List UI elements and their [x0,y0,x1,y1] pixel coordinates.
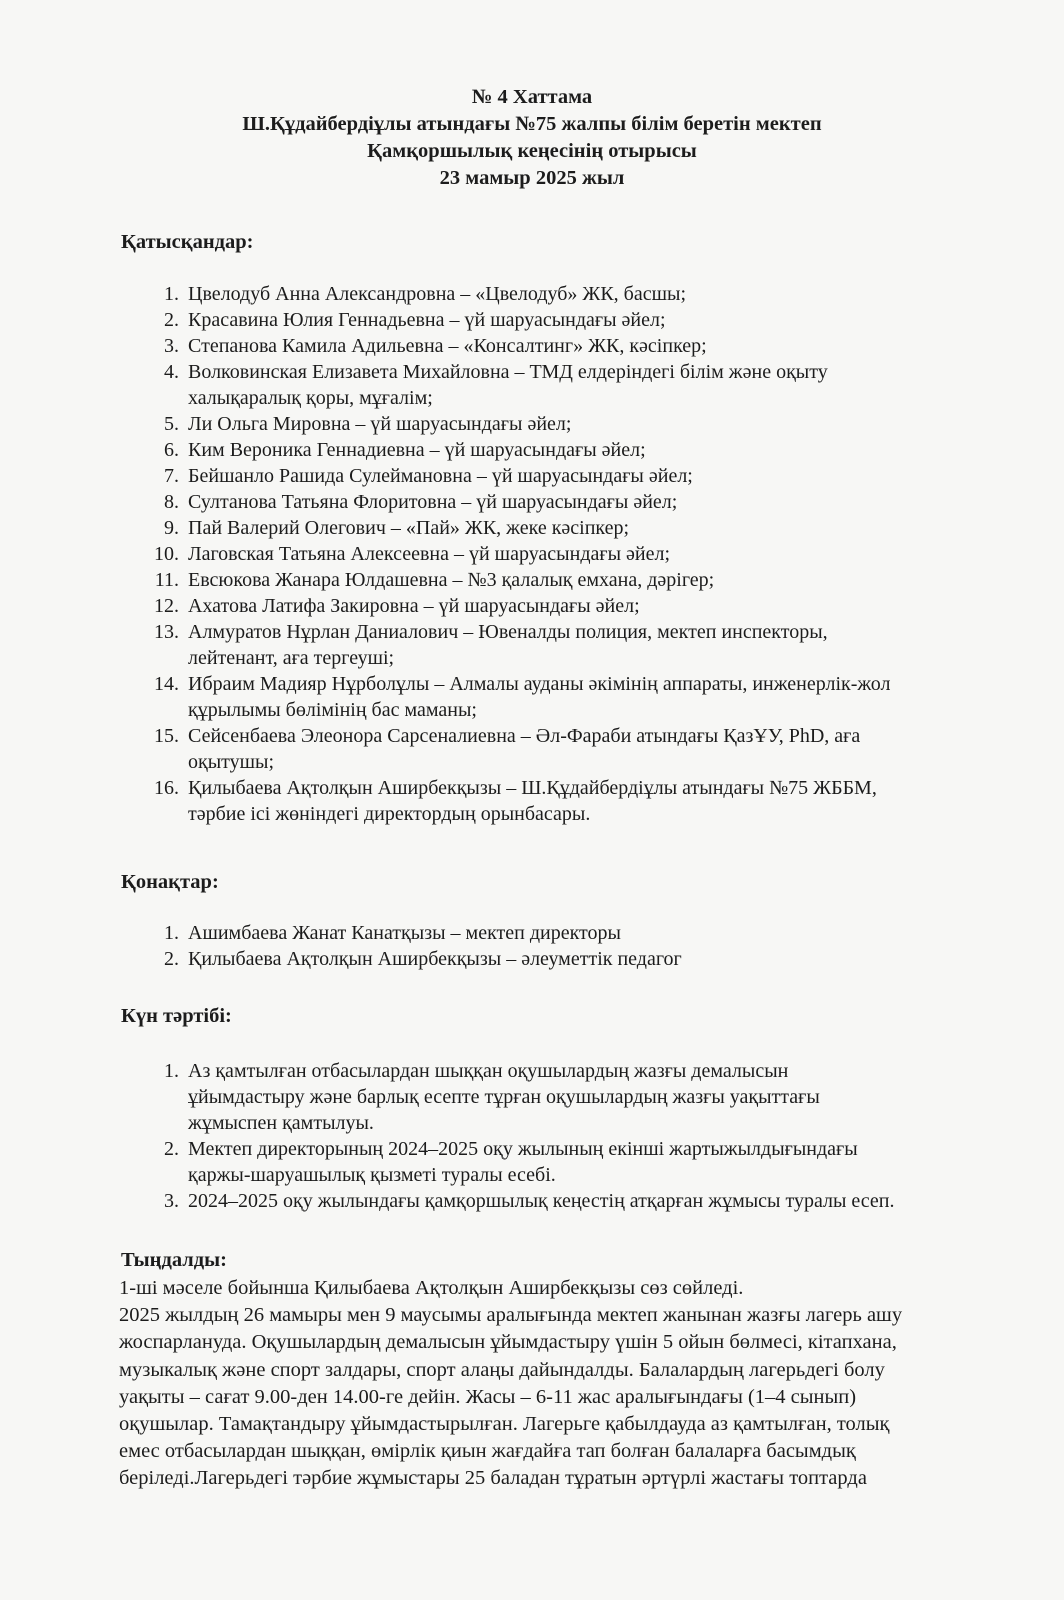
paragraph-line: жоспарлануда. Оқушылардың демалысын ұйымдастыру үшін 5 ойын бөлмесі, кітапхана, [119,1331,897,1354]
list-item [143,333,890,359]
list-item-number: 1. [164,283,179,305]
list-item [143,723,890,775]
list-item-line: оқытушы; [188,751,275,773]
list-item-text [188,775,877,827]
list-item [143,515,890,541]
list-item-number: 10. [154,543,179,565]
list-item-line: 2024–2025 оқу жылындағы қамқоршылық кеңестің атқарған жұмысы туралы есеп. [188,1190,895,1212]
participants-list [143,281,890,827]
list-item-number: 2. [164,309,179,331]
list-item-number: 11. [154,569,179,591]
list-item-text [188,333,707,359]
list-item [143,775,890,827]
list-item-line: Аз қамтылған отбасылардан шыққан оқушылардың жазғы демалысын [188,1060,789,1082]
heard-heading: Тыңдалды: [121,1249,227,1271]
list-item [143,567,890,593]
guests-heading: Қонақтар: [121,871,219,893]
list-item [143,1136,895,1188]
list-item-text [188,281,686,307]
list-item-text [188,541,670,567]
list-item-line: Султанова Татьяна Флоритовна – үй шаруасындағы әйел; [188,491,678,513]
list-item-text [188,437,646,463]
list-item-number: 12. [154,595,179,617]
list-item-number: 13. [154,621,179,643]
paragraph-line: оқушылар. Тамақтандыру ұйымдастырылған. Лагерьге қабылдауда аз қамтылған, толық [119,1413,890,1436]
list-item-number: 15. [154,725,179,747]
list-item-text [188,593,640,619]
list-item-line: Ли Ольга Мировна – үй шаруасындағы әйел; [188,413,572,435]
list-item-line: қаржы-шаруашылық қызметі туралы есебі. [188,1164,556,1186]
list-item [143,489,890,515]
document-header [0,84,1064,192]
list-item-text [188,359,828,411]
list-item-text [188,1136,858,1188]
list-item [143,920,682,946]
school-name: Ш.Құдайбердіұлы атындағы №75 жалпы білім беретін мектеп [242,113,822,135]
paragraph-line: уақыты – сағат 9.00-ден 14.00-ге дейін. Жасы – 6-11 жас аралығындағы (1–4 сынып) [119,1385,857,1408]
agenda-list [143,1058,895,1214]
list-item-line: тәрбие ісі жөніндегі директордың орынбасары. [188,803,591,825]
list-item-line: халықаралық қоры, мұғалім; [188,387,433,409]
list-item [143,463,890,489]
list-item-line: Красавина Юлия Геннадьевна – үй шаруасындағы әйел; [188,309,666,331]
list-item-line: ұйымдастыру және барлық есепте тұрған оқушылардың жазғы уақыттағы [188,1086,820,1108]
agenda-heading: Күн тәртібі: [121,1005,232,1027]
list-item-text [188,1058,820,1136]
list-item-number: 1. [164,922,179,944]
list-item-line: Ахатова Латифа Закировна – үй шаруасындағы әйел; [188,595,640,617]
list-item-text [188,411,571,437]
list-item-number: 5. [164,413,179,435]
list-item-number: 6. [164,439,179,461]
list-item [143,307,890,333]
list-item-text [188,489,677,515]
paragraph-line: беріледі.Лагерьдегі тәрбие жұмыстары 25 баладан тұратын әртүрлі жастағы топтарда [119,1467,867,1490]
list-item [143,671,890,723]
list-item [143,359,890,411]
paragraph-line: музыкалық және спорт залдары, спорт алаңы дайындалды. Балалардың лагерьдегі болу [119,1358,885,1381]
list-item [143,281,890,307]
list-item-number: 14. [154,673,179,695]
paragraph-line: 2025 жылдың 26 мамыры мен 9 маусымы аралығында мектеп жанынан жазғы лагерь ашу [119,1304,903,1327]
list-item-line: Ибраим Мадияр Нұрболұлы – Алмалы ауданы әкімінің аппараты, инженерлік-жол [188,673,891,695]
list-item [143,946,682,972]
list-item-text [188,1188,895,1214]
list-item-number: 2. [164,948,179,970]
protocol-number: № 4 Хаттама [471,86,593,108]
list-item-line: Қилыбаева Ақтолқын Аширбекқызы – әлеуметтік педагог [188,948,682,970]
list-item-line: Алмуратов Нұрлан Даниалович – Ювеналды полиция, мектеп инспекторы, [188,621,828,643]
list-item-line: Ашимбаева Жанат Канатқызы – мектеп директоры [188,922,621,944]
list-item [143,411,890,437]
list-item [143,593,890,619]
list-item-text [188,567,714,593]
list-item [143,1188,895,1214]
list-item-line: Бейшанло Рашида Сулеймановна – үй шаруасындағы әйел; [188,465,693,487]
list-item-text [188,515,629,541]
guests-list [143,920,682,972]
list-item-line: жұмыспен қамтылуы. [188,1112,374,1134]
list-item-text [188,920,621,946]
list-item-text [188,723,860,775]
list-item-line: лейтенант, аға тергеуші; [188,647,395,669]
list-item-line: Мектеп директорының 2024–2025 оқу жылының екінші жартыжылдығындағы [188,1138,858,1160]
participants-heading: Қатысқандар: [121,231,254,253]
list-item [143,437,890,463]
list-item-line: Пай Валерий Олегович – «Пай» ЖК, жеке кәсіпкер; [188,517,630,539]
list-item-line: Волковинская Елизавета Михайловна – ТМД елдеріндегі білім және оқыту [188,361,828,383]
list-item-number: 1. [164,1060,179,1082]
list-item-text [188,463,693,489]
list-item-number: 3. [164,1190,179,1212]
council-meeting-title: Қамқоршылық кеңесінің отырысы [367,140,697,162]
heard-paragraph [119,1275,902,1493]
paragraph-line: емес отбасылардан шыққан, өмірлік қиын жағдайға тап болған балаларға басымдық [119,1440,856,1463]
meeting-date: 23 мамыр 2025 жыл [439,167,625,189]
list-item [143,541,890,567]
list-item-line: Қилыбаева Ақтолқын Аширбекқызы – Ш.Құдайбердіұлы атындағы №75 ЖББМ, [188,777,877,799]
list-item-line: Степанова Камила Адильевна – «Консалтинг» ЖК, кәсіпкер; [188,335,707,357]
list-item-line: Сейсенбаева Элеонора Сарсеналиевна – Әл-Фараби атындағы ҚазҰУ, PhD, аға [188,725,861,747]
list-item-number: 2. [164,1138,179,1160]
list-item [143,1058,895,1136]
list-item-text [188,307,666,333]
list-item-number: 4. [164,361,179,383]
list-item-line: Лаговская Татьяна Алексеевна – үй шаруасындағы әйел; [188,543,671,565]
list-item-text [188,946,682,972]
list-item [143,619,890,671]
paragraph-line: 1-ші мәселе бойынша Қилыбаева Ақтолқын Аширбекқызы сөз сөйледі. [119,1277,744,1299]
list-item-number: 16. [154,777,179,799]
list-item-line: Цвелодуб Анна Александровна – «Цвелодуб» ЖК, басшы; [188,283,687,305]
list-item-number: 7. [164,465,179,487]
list-item-number: 8. [164,491,179,513]
list-item-number: 9. [164,517,179,539]
list-item-line: Ким Вероника Геннадиевна – үй шаруасындағы әйел; [188,439,646,461]
list-item-text [188,671,890,723]
list-item-number: 3. [164,335,179,357]
list-item-line: құрылымы бөлімінің бас маманы; [188,699,477,721]
list-item-text [188,619,828,671]
list-item-line: Евсюкова Жанара Юлдашевна – №3 қалалық емхана, дәрігер; [188,569,715,591]
